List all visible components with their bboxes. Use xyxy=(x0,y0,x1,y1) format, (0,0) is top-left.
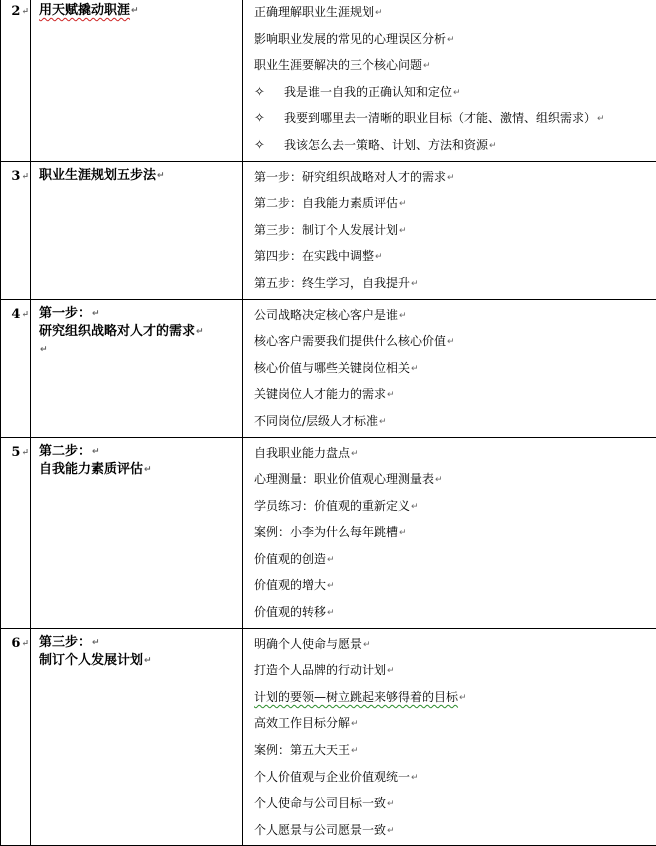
row-number xyxy=(1,299,31,437)
outline-row xyxy=(1,299,656,437)
topic-text: 影响职业发展的常见的心理误区分析 xyxy=(254,32,446,46)
paragraph-mark: ↵ xyxy=(92,447,100,457)
topic-item xyxy=(254,26,656,53)
topic-item xyxy=(254,790,656,817)
module-topics xyxy=(243,0,656,161)
paragraph-mark: ↵ xyxy=(21,448,29,458)
topic-text: 第一步：研究组织战略对人才的需求 xyxy=(254,170,446,184)
paragraph-mark: ↵ xyxy=(131,6,139,16)
topic-text: 第四步：在实践中调整 xyxy=(254,249,374,263)
topic-item xyxy=(254,408,656,435)
module-title-line xyxy=(39,461,242,479)
outline-row xyxy=(1,161,656,299)
paragraph-mark: ↵ xyxy=(387,826,395,836)
topic-text: 案例：小李为什么每年跳槽 xyxy=(254,525,398,539)
paragraph-mark: ↵ xyxy=(40,345,48,355)
topic-text: 公司战略决定核心客户是谁 xyxy=(254,308,398,322)
paragraph-mark: ↵ xyxy=(327,581,335,591)
paragraph-mark: ↵ xyxy=(399,226,407,236)
module-title-text: 自我能力素质评估 xyxy=(39,462,143,477)
topic-item xyxy=(254,132,656,159)
topic-text: 个人价值观与企业价值观统一 xyxy=(254,770,410,784)
topic-text: 自我职业能力盘点 xyxy=(254,446,350,460)
topic-text: 我要到哪里去一清晰的职业目标（才能、激情、组织需求） xyxy=(284,111,596,125)
topic-item xyxy=(254,710,656,737)
paragraph-mark: ↵ xyxy=(363,640,371,650)
topic-item xyxy=(254,572,656,599)
paragraph-mark: ↵ xyxy=(399,199,407,209)
module-title-line xyxy=(39,323,242,341)
topic-text: 打造个人品牌的行动计划 xyxy=(254,663,386,677)
topic-item xyxy=(254,519,656,546)
outline-row xyxy=(1,628,656,846)
paragraph-mark: ↵ xyxy=(387,666,395,676)
topic-text: 第二步：自我能力素质评估 xyxy=(254,196,398,210)
topic-item xyxy=(254,52,656,79)
paragraph-mark: ↵ xyxy=(21,172,29,182)
topic-text: 学员练习：价值观的重新定义 xyxy=(254,499,410,513)
paragraph-mark: ↵ xyxy=(144,656,152,666)
topic-item xyxy=(254,270,656,297)
diamond-bullet-icon: ✧ xyxy=(254,80,284,106)
topic-item xyxy=(254,105,656,132)
paragraph-mark: ↵ xyxy=(327,608,335,618)
topic-item xyxy=(254,737,656,764)
paragraph-mark: ↵ xyxy=(327,555,335,565)
module-title xyxy=(31,161,243,299)
paragraph-mark: ↵ xyxy=(351,719,359,729)
module-title-text: 研究组织战略对人才的需求 xyxy=(39,324,195,339)
paragraph-mark: ↵ xyxy=(21,639,29,649)
paragraph-mark: ↵ xyxy=(375,252,383,262)
row-number xyxy=(1,628,31,846)
topic-text: 核心价值与哪些关键岗位相关 xyxy=(254,361,410,375)
topic-item xyxy=(254,217,656,244)
topic-item xyxy=(254,817,656,844)
paragraph-mark: ↵ xyxy=(144,465,152,475)
topic-item xyxy=(254,631,656,658)
paragraph-mark: ↵ xyxy=(157,171,165,181)
module-title-line xyxy=(39,652,242,670)
paragraph-mark: ↵ xyxy=(351,449,359,459)
topic-text: 第三步：制订个人发展计划 xyxy=(254,223,398,237)
paragraph-mark: ↵ xyxy=(447,173,455,183)
topic-text: 价值观的创造 xyxy=(254,552,326,566)
topic-item xyxy=(254,381,656,408)
topic-text: 核心客户需要我们提供什么核心价值 xyxy=(254,334,446,348)
topic-item xyxy=(254,657,656,684)
topic-item xyxy=(254,764,656,791)
module-title-text: 第二步： xyxy=(39,444,91,459)
module-title-text: 第三步： xyxy=(39,635,91,650)
row-number xyxy=(1,161,31,299)
topic-text: 我是谁一自我的正确认知和定位 xyxy=(284,85,452,99)
module-title-line xyxy=(39,2,242,20)
topic-item xyxy=(254,599,656,626)
outline-row xyxy=(1,0,656,161)
topic-text: 明确个人使命与愿景 xyxy=(254,637,362,651)
module-title-text: 第一步： xyxy=(39,306,91,321)
row-number-text: 3 xyxy=(11,169,20,184)
module-title xyxy=(31,628,243,846)
topic-text: 个人愿景与公司愿景一致 xyxy=(254,823,386,837)
module-title-text: 用天赋撬动职涯 xyxy=(39,3,130,18)
paragraph-mark: ↵ xyxy=(92,309,100,319)
topic-item xyxy=(254,190,656,217)
topic-text: 不同岗位/层级人才标准 xyxy=(254,414,378,428)
topic-item xyxy=(254,466,656,493)
topic-text: 个人使命与公司目标一致 xyxy=(254,796,386,810)
row-number-text: 2 xyxy=(11,4,20,19)
topic-item xyxy=(254,302,656,329)
outline-row xyxy=(1,437,656,628)
paragraph-mark: ↵ xyxy=(459,693,467,703)
module-topics xyxy=(243,299,656,437)
row-number-text: 4 xyxy=(11,307,20,322)
paragraph-mark: ↵ xyxy=(387,390,395,400)
topic-item xyxy=(254,164,656,191)
topic-item xyxy=(254,0,656,26)
topic-item xyxy=(254,355,656,382)
topic-text: 高效工作目标分解 xyxy=(254,716,350,730)
paragraph-mark: ↵ xyxy=(411,279,419,289)
paragraph-mark: ↵ xyxy=(351,746,359,756)
topic-item xyxy=(254,493,656,520)
topic-text: 价值观的转移 xyxy=(254,605,326,619)
paragraph-mark: ↵ xyxy=(379,417,387,427)
topic-item xyxy=(254,243,656,270)
row-number-text: 6 xyxy=(11,636,20,651)
paragraph-mark: ↵ xyxy=(92,638,100,648)
paragraph-mark: ↵ xyxy=(453,88,461,98)
paragraph-mark: ↵ xyxy=(375,8,383,18)
topic-item xyxy=(254,440,656,467)
row-number xyxy=(1,437,31,628)
paragraph-mark: ↵ xyxy=(399,528,407,538)
diamond-bullet-icon: ✧ xyxy=(254,133,284,159)
module-title xyxy=(31,0,243,161)
paragraph-mark: ↵ xyxy=(411,502,419,512)
topic-text: 正确理解职业生涯规划 xyxy=(254,5,374,19)
paragraph-mark: ↵ xyxy=(447,35,455,45)
topic-text: 心理测量：职业价值观心理测量表 xyxy=(254,472,434,486)
paragraph-mark: ↵ xyxy=(597,114,605,124)
topic-item xyxy=(254,328,656,355)
row-number xyxy=(1,0,31,161)
topic-item xyxy=(254,79,656,106)
paragraph-mark: ↵ xyxy=(387,799,395,809)
paragraph-mark: ↵ xyxy=(411,773,419,783)
paragraph-mark: ↵ xyxy=(423,61,431,71)
module-title-line xyxy=(39,305,242,323)
module-title xyxy=(31,299,243,437)
module-title-line xyxy=(39,167,242,185)
module-title-text: 制订个人发展计划 xyxy=(39,653,143,668)
paragraph-mark: ↵ xyxy=(435,475,443,485)
topic-text: 关键岗位人才能力的需求 xyxy=(254,387,386,401)
topic-text: 第五步：终生学习，自我提升 xyxy=(254,276,410,290)
module-title xyxy=(31,437,243,628)
module-topics xyxy=(243,628,656,846)
topic-item xyxy=(254,546,656,573)
topic-text: 案例：第五大天王 xyxy=(254,743,350,757)
paragraph-mark: ↵ xyxy=(21,310,29,320)
paragraph-mark: ↵ xyxy=(21,7,29,17)
paragraph-mark: ↵ xyxy=(399,311,407,321)
topic-text: 价值观的增大 xyxy=(254,578,326,592)
topic-text: 计划的要领—树立跳起来够得着的目标 xyxy=(254,690,458,704)
paragraph-mark: ↵ xyxy=(447,337,455,347)
paragraph-mark: ↵ xyxy=(411,364,419,374)
diamond-bullet-icon: ✧ xyxy=(254,106,284,132)
paragraph-mark: ↵ xyxy=(489,141,497,151)
topic-text: 我该怎么去一策略、计划、方法和资源 xyxy=(284,138,488,152)
topic-item xyxy=(254,684,656,711)
module-topics xyxy=(243,437,656,628)
row-number-text: 5 xyxy=(11,445,20,460)
paragraph-mark: ↵ xyxy=(196,327,204,337)
module-title-line xyxy=(39,341,242,359)
module-title-text: 职业生涯规划五步法 xyxy=(39,168,156,183)
module-title-line xyxy=(39,634,242,652)
module-topics xyxy=(243,161,656,299)
topic-text: 职业生涯要解决的三个核心问题 xyxy=(254,58,422,72)
module-title-line xyxy=(39,443,242,461)
